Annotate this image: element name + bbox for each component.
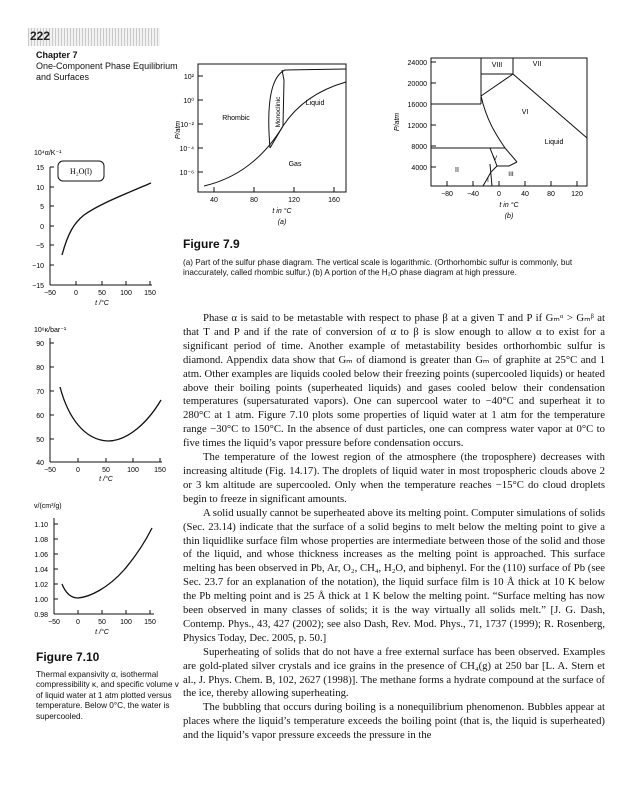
alpha-curve [62,183,151,255]
y-tick: 10⁰ [183,98,194,105]
x-tick: 0 [497,191,501,198]
x-axis-label: t in °C [272,208,292,215]
region-label: Liquid [305,100,325,107]
y-tick: 0.98 [34,612,48,619]
figure-7-9-caption: (a) Part of the sulfur phase diagram. The vertical scale is logarithmic. (Orthorhombic sulfur is commonly, but inaccurately, called rhombic sulfur.) (b) A portion of the H₂O phase diagram at high pressure. [183,258,573,277]
chapter-heading [36,50,186,83]
alpha-vs-t-plot [28,145,168,313]
x-tick: −50 [44,290,56,297]
x-tick: 100 [127,467,139,474]
figure-7-9-title: Figure 7.9 [183,237,240,251]
region-label: V [492,155,498,162]
x-tick: 100 [120,290,132,297]
y-tick: −5 [36,243,44,250]
y-tick: 0 [40,224,44,231]
y-tick: 8000 [411,144,427,151]
x-tick: 150 [144,619,156,626]
viii-vi-boundary [481,74,513,96]
x-axis-label: t /°C [99,476,113,482]
region-label: Rhombic [222,115,250,122]
y-tick: 4000 [411,165,427,172]
y-tick: 10⁻⁶ [179,170,194,177]
y-axis-label: 10⁶κ/bar⁻¹ [34,327,67,334]
x-tick: 40 [210,197,218,204]
paragraph: The bubbling that occurs during boiling is a nonequilibrium phenomenon. Bubbles appear at places where the liquid’s temperature exceeds the boiling point (that is, the liquid is superheated) and the liquid’s vapor pressure exceeds the pressure in the [183,701,605,742]
paragraph: Superheating of solids that do not have a free external surface has been observed. Examples are gold-plated silver crystals and ice grains in the presence of CH₄(g) at 250 bar [L. A. Stern et al., J. Phys. Chem. B, 102, 2627 (1998)]. The methane forms a hydrate compound at the surface of the ice, thereby allowing superheating. [183,645,605,700]
region-label: I [487,178,489,184]
ii-v-boundary [431,148,517,162]
region-label: Gas [288,161,302,168]
legend-label: H₂O(l) [70,167,92,176]
y-tick: 10 [36,185,44,192]
y-tick: −15 [32,283,44,290]
volume-curve [62,528,152,598]
figure-7-10-title: Figure 7.10 [36,650,100,664]
page-number: 222 [30,29,51,43]
y-tick: 1.06 [34,552,48,559]
x-tick: 40 [521,191,529,198]
region-label: II [455,167,459,174]
x-tick: 150 [154,467,166,474]
x-tick: 50 [98,290,106,297]
y-tick: 50 [36,437,44,444]
region-label: VI [521,109,529,116]
paragraph: Phase α is said to be metastable with respect to phase β at a given T and P if Gₘᵅ > Gₘᵝ at that T and P and if the rate of conversion of α to β is slow enough to allow α to exist for a significant period of time. Another example of metastability besides orthorhombic sulfur is diamond. Appendix data show that Gₘ of diamond is greater than Gₘ of graphite at 25°C and 1 atm. Other examples are liquids cooled below their freezing points (supercooled liquids) or heated above their boiling points (superheated liquids) and gases cooled below their condensation temperatures (supersaturated vapors). One can supercool water to −40°C and superheat it to 280°C at 1 atm. Figure 7.10 plots some properties of liquid water at 1 atm for the temperature range −30°C to 150°C. In the absence of dust particles, one can compress water vapor at 0°C to five times the liquid’s vapor pressure before condensation occurs. [183,312,605,450]
region-label: Monoclinic [275,96,282,128]
y-tick: 1.08 [34,537,48,544]
x-tick: −50 [48,619,60,626]
y-tick: 80 [36,365,44,372]
x-axis-label: t /°C [95,300,109,307]
vii-liquid-boundary [513,58,587,138]
y-axis-label: 10⁴α/K⁻¹ [34,150,62,157]
x-tick: 0 [74,290,78,297]
x-tick: 120 [288,197,300,204]
y-tick: 20000 [407,81,427,88]
sulfur-plot-frame [198,64,346,192]
y-tick: 24000 [407,60,427,67]
y-tick: 70 [36,389,44,396]
x-tick: 50 [98,619,106,626]
chapter-label: Chapter 7 [36,50,78,60]
x-tick: −50 [44,467,56,474]
x-tick: 50 [102,467,110,474]
y-tick: 60 [36,413,44,420]
panel-label: (a) [277,219,287,226]
x-tick: 150 [144,290,156,297]
kappa-vs-t-plot [28,322,173,482]
x-tick: 160 [328,197,340,204]
x-tick: −80 [441,191,453,198]
y-axis-label: P/atm [175,120,182,140]
y-tick: 40 [36,460,44,467]
x-tick: −40 [467,191,479,198]
vi-boundary [481,96,505,148]
x-tick: 80 [250,197,258,204]
y-tick: 16000 [407,102,427,109]
y-tick: 90 [36,341,44,348]
x-tick: 120 [571,191,583,198]
y-tick: 12000 [407,123,427,130]
page-number-band [28,28,160,46]
x-tick: 0 [76,619,80,626]
y-tick: 1.02 [34,582,48,589]
x-axis-label: t in °C [499,202,519,209]
x-tick: 0 [76,467,80,474]
y-tick: 5 [40,204,44,211]
x-tick: 100 [120,619,132,626]
x-tick: 80 [547,191,555,198]
region-label: III [508,171,514,178]
y-axis-label: P/atm [394,112,401,132]
y-tick: 10⁻⁴ [179,146,194,153]
kappa-curve [60,387,161,441]
y-tick: −10 [32,263,44,270]
region-label: VIII [491,62,503,69]
y-tick: 10⁻² [180,122,194,129]
y-tick: 1.04 [34,567,48,574]
chapter-title: One-Component Phase Equilibrium and Surfaces [36,61,178,82]
y-axis-label: v/(cm³/g) [34,503,62,510]
panel-label: (b) [504,213,514,220]
paragraph: The temperature of the lowest region of the atmosphere (the troposphere) decreases with increasing altitude (Fig. 14.17). The droplets of liquid water in most tropospheric clouds above 2 or 3 km altitude are supercooled. Only when the temperature reaches −15°C do cloud droplets begin to freeze in significant amounts. [183,451,605,505]
y-tick: 10² [183,74,194,81]
x-axis-label: t /°C [95,629,109,636]
sulfur-phase-diagram [170,60,370,235]
y-tick: 1.10 [34,522,48,529]
specific-volume-vs-t-plot [28,498,168,648]
figure-7-10-caption: Thermal expansivity α, isothermal compressibility κ, and specific volume v of liquid water at 1 atm plotted versus temperature. Below 0°C, the water is supercooled. [36,670,179,721]
region-label: VII [532,61,542,68]
y-tick: 1.00 [34,597,48,604]
y-tick: 15 [36,165,44,172]
region-label: Liquid [544,139,564,146]
body-text [183,312,605,743]
paragraph: A solid usually cannot be superheated above its melting point. Computer simulations of solids (Sec. 23.14) indicate that the surface of a solid begins to melt below the melting point to give a thin liquidlike surface film whose properties are intermediate between those of the solid and those of the liquid, and whose thickness increases as the melting point is approached. This surface melting has been observed in Pb, Ar, O₂, CH₄, H₂O, and biphenyl. For the (110) surface of Pb (see Sec. 23.7 for an explanation of the notation), the liquid surface film is 10 Å thick at 10 K below the Pb melting point and is 25 Å thick at 1 K below the melting point. “Surface melting has now been observed in many classes of solids; it is the way virtually all solids melt.” [J. G. Dash, Contemp. Phys., 43, 427 (2002); see also Dash, Rev. Mod. Phys., 71, 1737 (1999); R. Rosenberg, Physics Today, Dec. 2005, p. 50.] [183,506,605,644]
water-phase-diagram [387,52,602,234]
